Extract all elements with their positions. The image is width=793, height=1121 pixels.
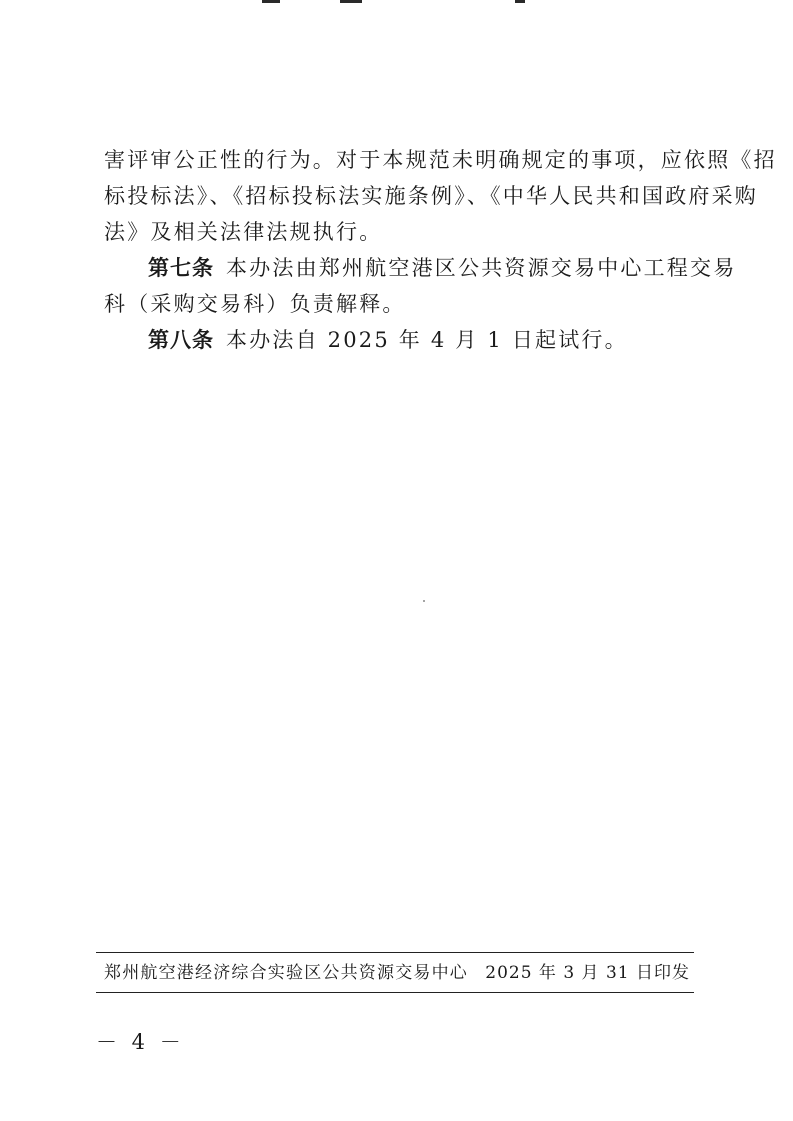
scan-top-edge-marks: [0, 0, 793, 6]
article-seven-continuation: 科（采购交易科）负责解释。: [104, 292, 406, 316]
page-number: － 4 －: [96, 1030, 185, 1054]
paragraph-line: 标投标法》、《招标投标法实施条例》、《中华人民共和国政府采购: [104, 184, 758, 208]
issue-date: 2025 年 3 月 31 日印发: [485, 963, 690, 983]
footer-top-rule: [96, 952, 694, 953]
article-seven-title: 第七条: [148, 256, 214, 280]
article-seven: [104, 250, 737, 286]
footer-bottom-rule: [96, 992, 694, 993]
document-body: [104, 142, 777, 358]
paragraph-line: 害评审公正性的行为。对于本规范未明确规定的事项，应依照《招: [104, 148, 777, 172]
issuer-name: 郑州航空港经济综合实验区公共资源交易中心: [104, 963, 468, 983]
article-eight-title: 第八条: [148, 328, 214, 352]
paragraph-line: 法》及相关法律法规执行。: [104, 220, 383, 244]
article-seven-text: 本办法由郑州航空港区公共资源交易中心工程交易: [226, 256, 737, 280]
scan-speck: [423, 600, 425, 602]
issuance-footer: [104, 956, 690, 990]
article-eight-text: 本办法自 2025 年 4 月 1 日起试行。: [226, 328, 628, 352]
article-eight: [104, 322, 704, 358]
